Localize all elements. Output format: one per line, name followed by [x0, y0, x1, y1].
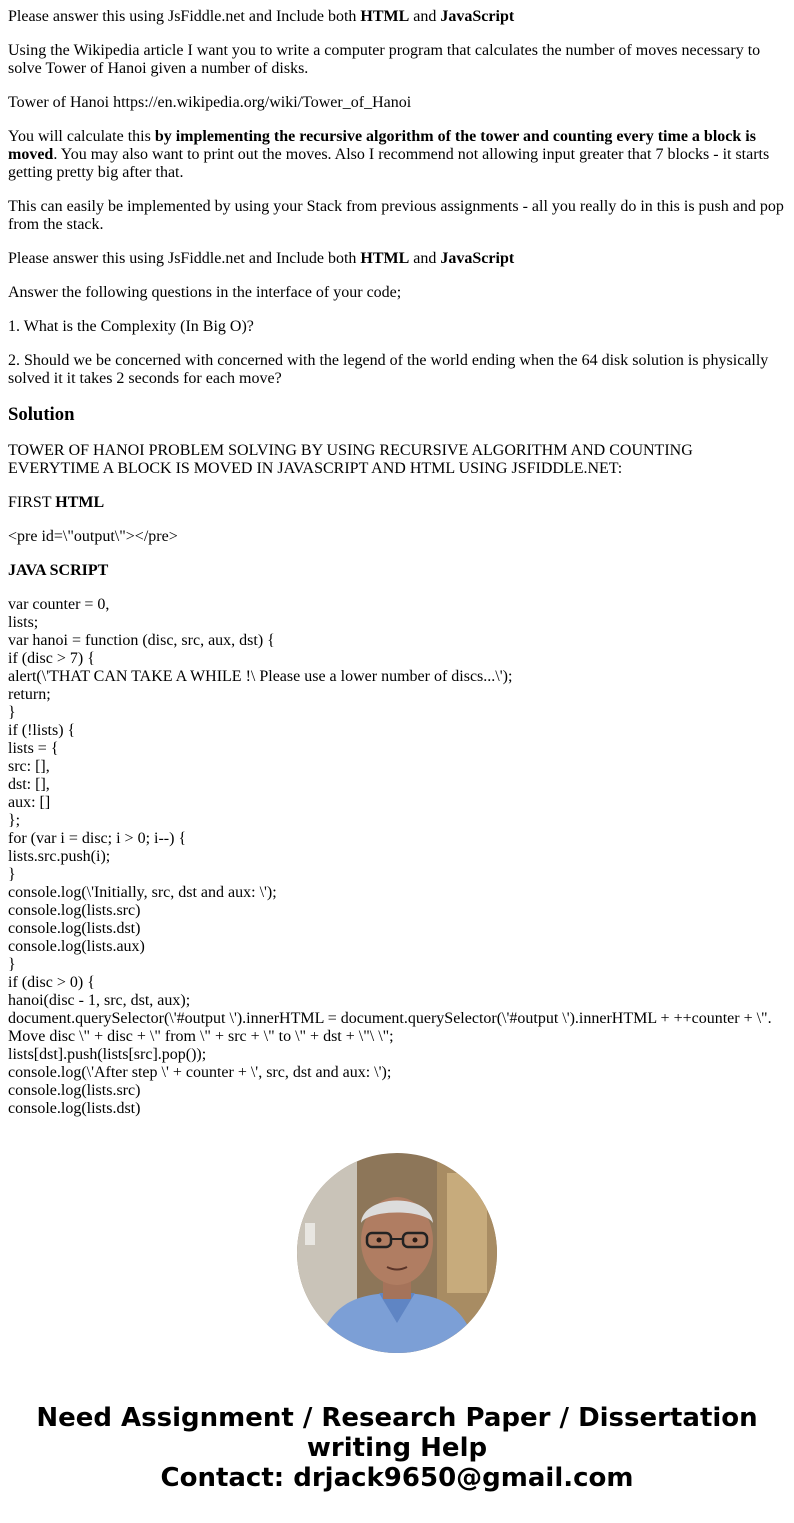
- code-line: Move disc \" + disc + \" from \" + src + \" to \" + dst + \"\ \";: [8, 1028, 394, 1045]
- code-line: if (!lists) {: [8, 722, 76, 739]
- solution-intro: TOWER OF HANOI PROBLEM SOLVING BY USING RECURSIVE ALGORITHM AND COUNTING EVERYTIME A BLOCK IS MOVED IN JAVASCRIPT AND HTML USING JSFIDDLE.NET:: [8, 442, 693, 477]
- solution-heading: Solution: [8, 404, 75, 425]
- question-paragraph-6: Please answer this using JsFiddle.net and Include both HTML and JavaScript: [8, 250, 515, 267]
- code-line: console.log(lists.aux): [8, 938, 145, 955]
- code-line: aux: []: [8, 794, 51, 811]
- code-line: document.querySelector(\'#output \').innerHTML = document.querySelector(\'#output \').innerHTML + ++counter + \".: [8, 1010, 772, 1027]
- question-paragraph-4: You will calculate this by implementing the recursive algorithm of the tower and counting every time a block is moved. You may also want to print out the moves. Also I recommend not allowing input greater that 7 blocks - it starts getting pretty big after that.: [8, 128, 770, 181]
- code-line: }: [8, 704, 16, 721]
- code-line: console.log(\'After step \' + counter + \', src, dst and aux: \');: [8, 1064, 392, 1081]
- code-line: lists = {: [8, 740, 59, 757]
- question-paragraph-9: 2. Should we be concerned with concerned with the legend of the world ending when the 64 disk solution is physically solved it it takes 2 seconds for each move?: [8, 352, 769, 387]
- code-line: hanoi(disc - 1, src, dst, aux);: [8, 992, 191, 1009]
- question-paragraph-3: Tower of Hanoi https://en.wikipedia.org/wiki/Tower_of_Hanoi: [8, 94, 412, 111]
- javascript-code-block: [8, 596, 786, 1118]
- code-line: var counter = 0,: [8, 596, 110, 613]
- question-paragraph-7: Answer the following questions in the interface of your code;: [8, 284, 402, 301]
- code-line: console.log(lists.dst): [8, 1100, 141, 1117]
- footer-banner: [0, 1403, 794, 1493]
- code-line: var hanoi = function (disc, src, aux, dst) {: [8, 632, 275, 649]
- question-paragraph-1: Please answer this using JsFiddle.net and Include both HTML and JavaScript: [8, 8, 515, 25]
- code-line: console.log(\'Initially, src, dst and aux: \');: [8, 884, 277, 901]
- code-line: src: [],: [8, 758, 50, 775]
- code-line: dst: [],: [8, 776, 50, 793]
- code-line: };: [8, 812, 21, 829]
- footer-line-3: Contact: drjack9650@gmail.com: [160, 1463, 634, 1493]
- code-line: lists.src.push(i);: [8, 848, 111, 865]
- footer-line-1: Need Assignment / Research Paper / Dissertation: [36, 1403, 758, 1433]
- code-line: return;: [8, 686, 51, 703]
- code-line: for (var i = disc; i > 0; i--) {: [8, 830, 187, 847]
- code-line: }: [8, 866, 16, 883]
- code-line: if (disc > 0) {: [8, 974, 95, 991]
- code-line: if (disc > 7) {: [8, 650, 95, 667]
- code-line: console.log(lists.dst): [8, 920, 141, 937]
- footer-line-2: writing Help: [306, 1433, 488, 1463]
- code-line: }: [8, 956, 16, 973]
- code-line: alert(\'THAT CAN TAKE A WHILE !\ Please use a lower number of discs...\');: [8, 668, 513, 685]
- js-heading: JAVA SCRIPT: [8, 562, 109, 579]
- author-avatar: [297, 1153, 497, 1353]
- first-html-label: FIRST HTML: [8, 494, 105, 511]
- code-line: console.log(lists.src): [8, 902, 141, 919]
- question-paragraph-8: 1. What is the Complexity (In Big O)?: [8, 318, 254, 335]
- html-code-line: <pre id=\"output\"></pre>: [8, 528, 178, 545]
- question-paragraph-2: Using the Wikipedia article I want you to write a computer program that calculates the number of moves necessary to solve Tower of Hanoi given a number of disks.: [8, 42, 761, 77]
- code-line: lists;: [8, 614, 39, 631]
- code-line: console.log(lists.src): [8, 1082, 141, 1099]
- question-paragraph-5: This can easily be implemented by using your Stack from previous assignments - all you really do in this is push and pop from the stack.: [8, 198, 784, 233]
- code-line: lists[dst].push(lists[src].pop());: [8, 1046, 207, 1063]
